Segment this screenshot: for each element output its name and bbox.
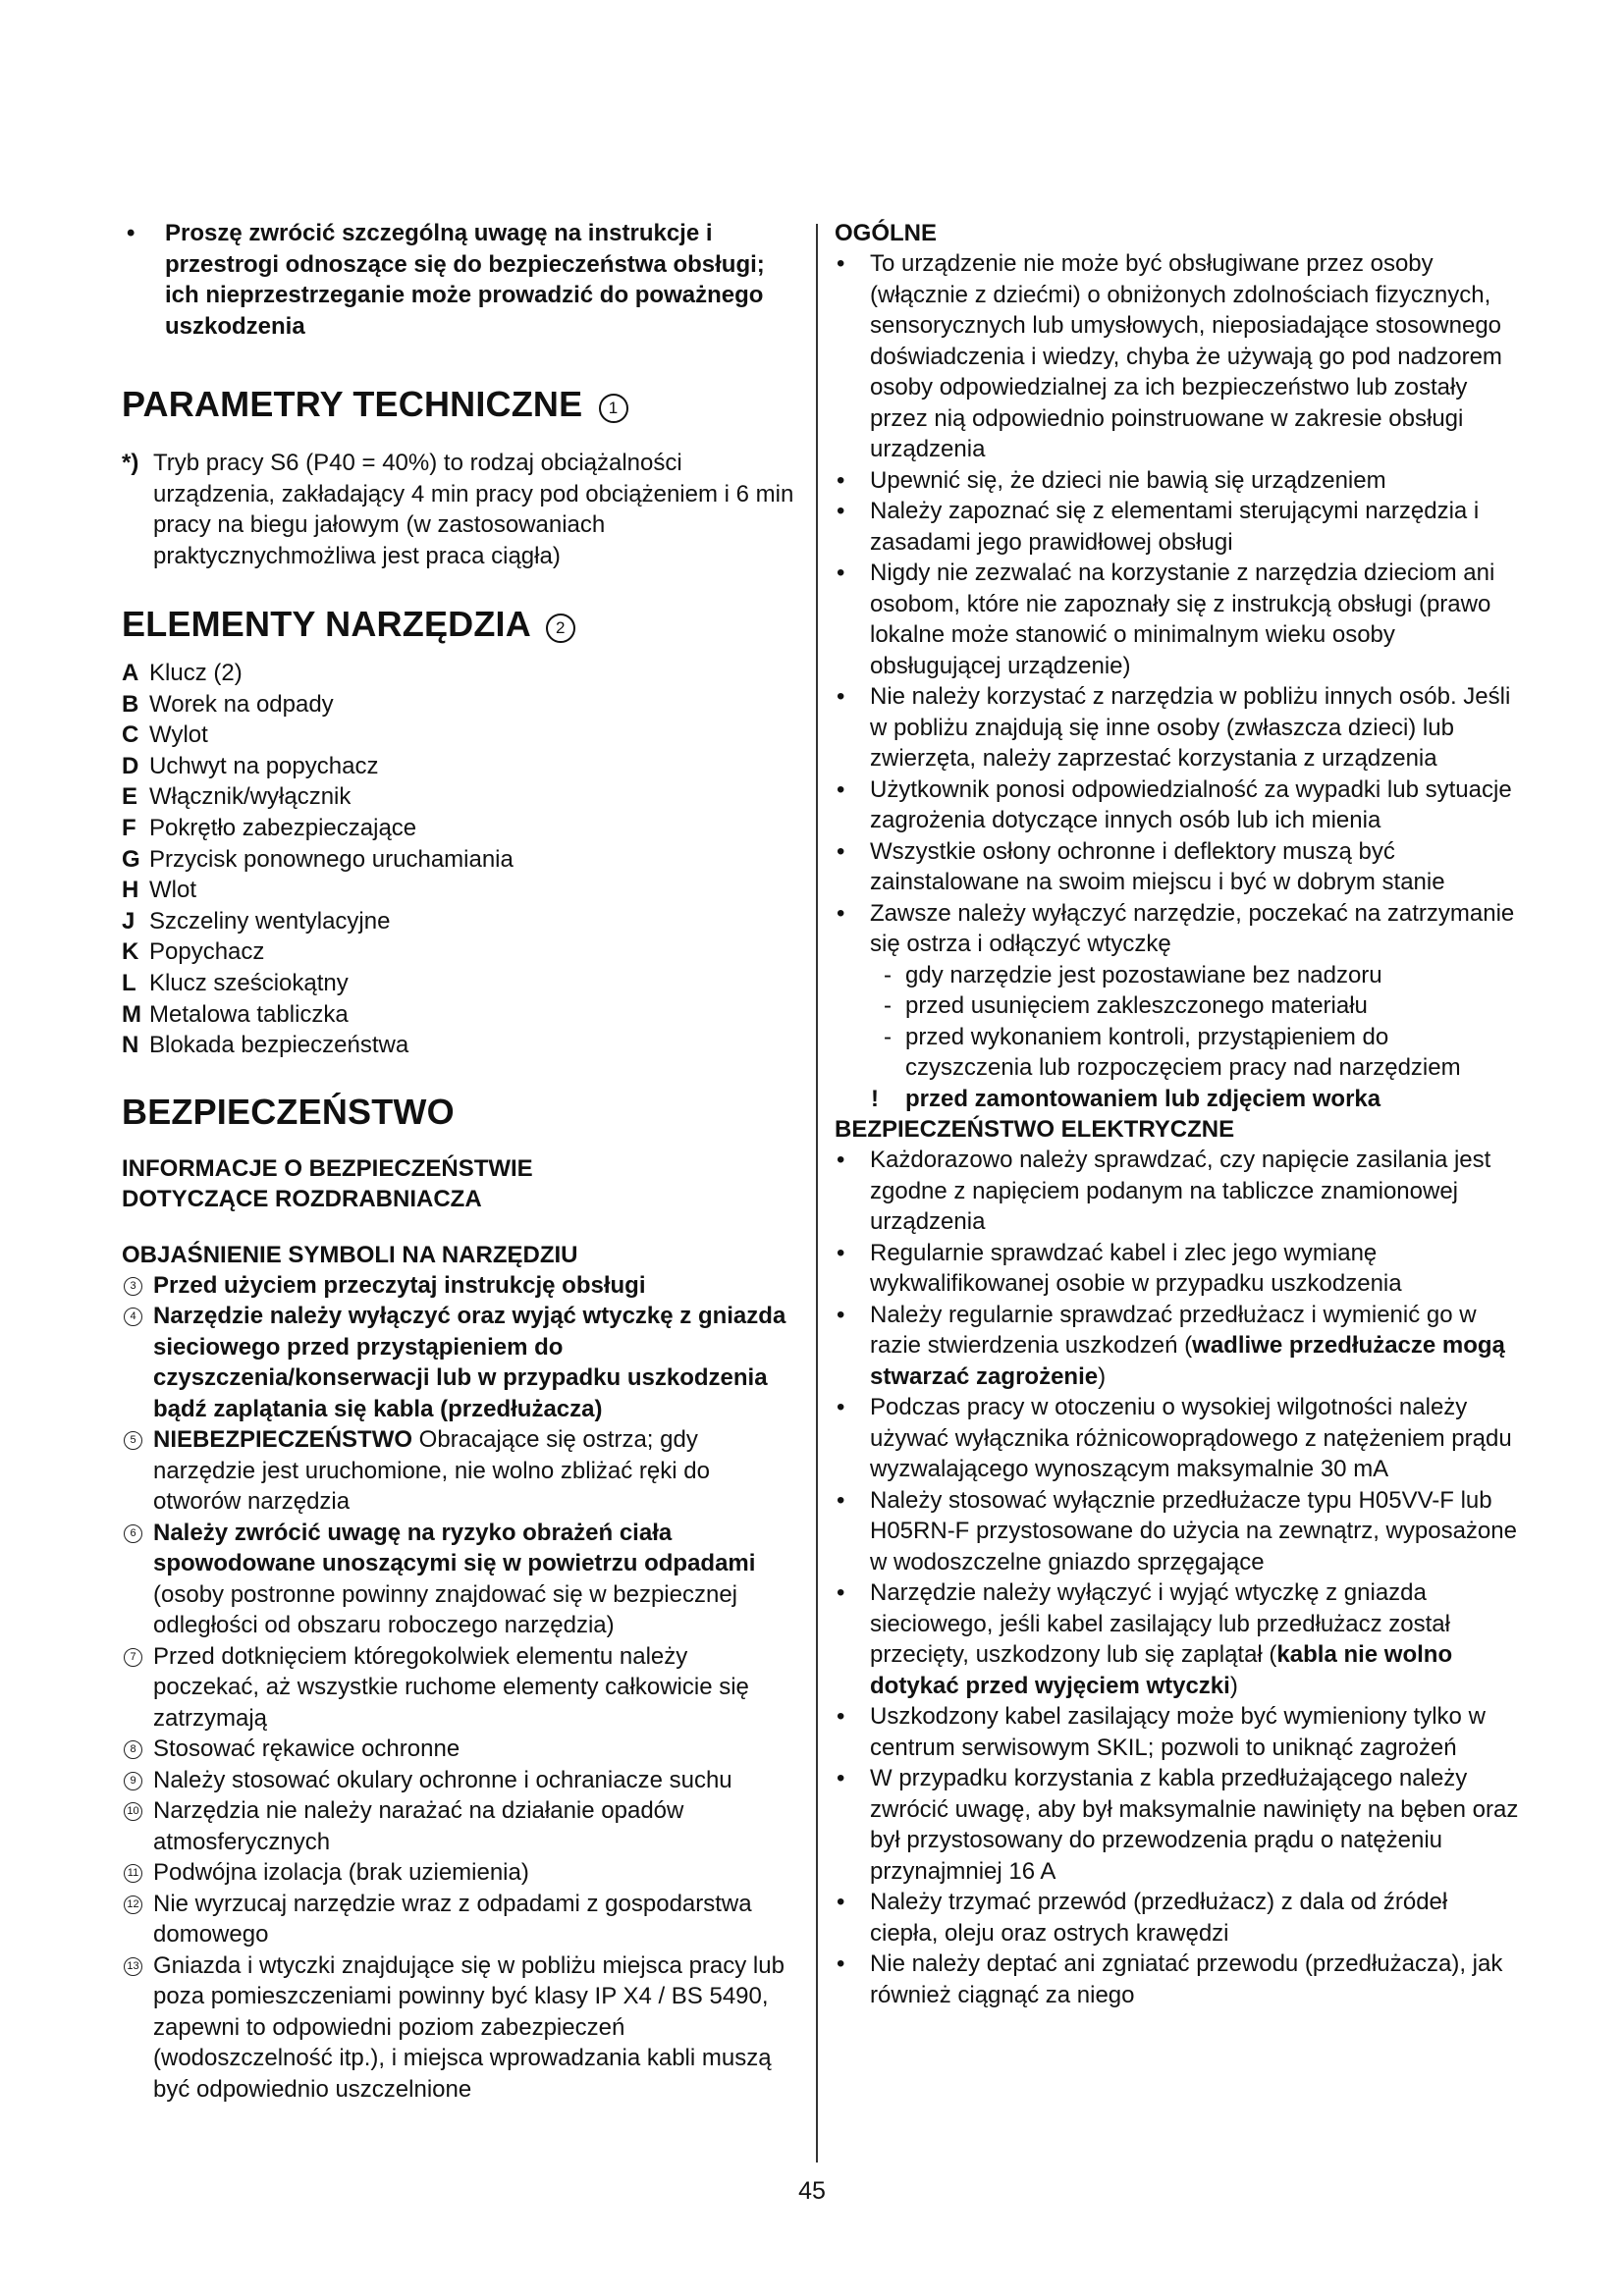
symbol-number-icon: 6 bbox=[124, 1524, 142, 1543]
list-item: • Każdorazowo należy sprawdzać, czy napięcie zasilania jest zgodne z napięciem podanym na tabliczce znamionowej urządzenia bbox=[837, 1147, 1491, 1235]
list-subitem-warning: ! przed zamontowaniem lub zdjęciem worka bbox=[835, 1084, 1522, 1115]
list-item: B Worek na odpady bbox=[122, 690, 334, 718]
list-item: 7 Przed dotknięciem któregokolwiek elementu należy poczekać, aż wszystkie ruchome elementy całkowicie się zatrzymają bbox=[122, 1641, 799, 1735]
symbol-number-icon: 10 bbox=[124, 1802, 142, 1821]
list-item: • Regularnie sprawdzać kabel i zlec jego wymianę wykwalifikowanej osobie w przypadku uszkodzenia bbox=[837, 1239, 1402, 1297]
list-item: 10 Narzędzia nie należy narażać na działanie opadów atmosferycznych bbox=[122, 1795, 799, 1857]
list-item: 6 Należy zwrócić uwagę na ryzyko obrażeń ciała spowodowane unoszącymi się w powietrzu odpadami (osoby postronne powinny znajdować się w bezpiecznej odległości od obszaru roboczego narzędzia) bbox=[122, 1518, 799, 1641]
symbol-number-icon: 9 bbox=[124, 1772, 142, 1790]
list-item: A Klucz (2) bbox=[122, 660, 243, 686]
symbol-number-icon: 4 bbox=[124, 1308, 142, 1326]
list-item: 8 Stosować rękawice ochronne bbox=[122, 1734, 799, 1765]
list-item: • To urządzenie nie może być obsługiwane przez osoby (włącznie z dziećmi) o obniżonych zdolnościach fizycznych, sensorycznych lub umysłowych, nieposiadające stosownego doświadczenia i wiedzy, chyba że używają go pod nadzorem osoby odpowiedzialnej za ich bezpieczeństwo lub zostały przez nią odpowiednio poinstruowane w zakresie obsługi urządzenia bbox=[837, 250, 1502, 462]
list-item: F Pokrętło zabezpieczające bbox=[122, 814, 417, 841]
general-list bbox=[835, 248, 1522, 1114]
list-subitem: - gdy narzędzie jest pozostawiane bez nadzoru bbox=[884, 961, 1382, 988]
list-item: 4 Narzędzie należy wyłączyć oraz wyjąć wtyczkę z gniazda sieciowego przed przystąpieniem do czyszczenia/konserwacji lub w przypadku uszkodzenia bądź zaplątania się kabla (przedłużacza) bbox=[122, 1301, 799, 1424]
general-heading: OGÓLNE bbox=[835, 220, 938, 246]
list-item: • Należy stosować wyłącznie przedłużacze typu H05VV-F lub H05RN-F przystosowane do użycia na zewnątrz, wyposażone w wodoszczelne gniazdo sprzęgające bbox=[837, 1486, 1517, 1575]
list-item: • Nie należy korzystać z narzędzia w pobliżu innych osób. Jeśli w pobliżu znajdują się inne osoby (zwłaszcza dzieci) lub zwierzęta, należy zaprzestać korzystania z urządzenia bbox=[837, 683, 1511, 772]
page-number: 45 bbox=[798, 2177, 826, 2205]
list-item: N Blokada bezpieczeństwa bbox=[122, 1032, 409, 1059]
list-item: • Nie należy deptać ani zgniatać przewodu (przedłużacza), jak również ciągnąć za niego bbox=[837, 1950, 1503, 2008]
figure-ref-icon: 2 bbox=[546, 614, 575, 643]
symbol-number-icon: 13 bbox=[124, 1957, 142, 1976]
bullet-icon: • bbox=[127, 220, 135, 246]
list-item: 12 Nie wyrzucaj narzędzie wraz z odpadami z gospodarstwa domowego bbox=[122, 1889, 799, 1950]
list-item: H Wlot bbox=[122, 877, 196, 904]
list-item: K Popychacz bbox=[122, 938, 265, 966]
electrical-list bbox=[835, 1145, 1522, 2010]
list-item: 9 Należy stosować okulary ochronne i ochraniacze suchu bbox=[122, 1765, 799, 1796]
list-item: G Przycisk ponownego uruchamiania bbox=[122, 845, 514, 873]
list-item: L Klucz sześciokątny bbox=[122, 969, 349, 996]
list-item: • Należy zapoznać się z elementami sterującymi narzędzia i zasadami jego prawidłowej obsługi bbox=[837, 498, 1480, 556]
tech-note-text: Tryb pracy S6 (P40 = 40%) to rodzaj obciążalności urządzenia, zakładający 4 min pracy pod obciążeniem i 6 min pracy na biegu jałowym (w zastosowaniach praktycznychmożliwa jest praca ciągła) bbox=[153, 450, 794, 569]
intro-warning bbox=[122, 218, 799, 342]
symbol-number-icon: 12 bbox=[124, 1896, 142, 1914]
symbols-list bbox=[122, 1270, 799, 2106]
tech-note bbox=[122, 448, 799, 571]
list-item: • Narzędzie należy wyłączyć i wyjąć wtyczkę z gniazda sieciowego, jeśli kabel zasilający lub przedłużacz został przecięty, uszkodzony lub się zaplątał (kabla nie wolno dotykać przed wyjęciem wtyczki) bbox=[837, 1579, 1453, 1699]
list-item: 13 Gniazda i wtyczki znajdujące się w pobliżu miejsca pracy lub poza pomieszczeniami powinny być klasy IP X4 / BS 5490, zapewni to odpowiedni poziom zabezpieczeń (wodoszczelność itp.), i miejsca wprowadzania kabli muszą być odpowiednio uszczelnione bbox=[122, 1950, 799, 2106]
list-item: E Włącznik/wyłącznik bbox=[122, 783, 352, 811]
list-item: • Należy trzymać przewód (przedłużacz) z dala od źródeł ciepła, oleju oraz ostrych krawędzi bbox=[837, 1889, 1448, 1947]
list-item: • Wszystkie osłony ochronne i deflektory muszą być zainstalowane na swoim miejscu i być w dobrym stanie bbox=[837, 837, 1445, 895]
list-item: J Szczeliny wentylacyjne bbox=[122, 907, 391, 934]
list-item: • Upewnić się, że dzieci nie bawią się urządzeniem bbox=[837, 466, 1386, 494]
elements-title: ELEMENTY NARZĘDZIA 2 bbox=[122, 603, 799, 646]
symbol-number-icon: 11 bbox=[124, 1864, 142, 1883]
list-item: D Uchwyt na popychacz bbox=[122, 752, 379, 779]
list-item: • Należy regularnie sprawdzać przedłużacz i wymienić go w razie stwierdzenia uszkodzeń (wadliwe przedłużacze mogą stwarzać zagrożenie) bbox=[837, 1301, 1505, 1390]
list-item: • Uszkodzony kabel zasilający może być wymieniony tylko w centrum serwisowym SKIL; pozwoli to uniknąć zagrożeń bbox=[837, 1703, 1486, 1761]
list-item: • W przypadku korzystania z kabla przedłużającego należy zwrócić uwagę, aby był maksymalnie nawinięty na bęben oraz był przystosowany do przewodzenia prądu o natężeniu przynajmniej 16 A bbox=[837, 1765, 1519, 1885]
exclamation-icon: ! bbox=[871, 1085, 879, 1112]
list-item: 11 Podwójna izolacja (brak uziemienia) bbox=[122, 1857, 799, 1889]
safety-title: BEZPIECZEŃSTWO bbox=[122, 1091, 455, 1132]
right-column bbox=[835, 218, 1522, 2010]
symbols-heading: OBJAŚNIENIE SYMBOLI NA NARZĘDZIU bbox=[122, 1241, 578, 1268]
list-item: • Użytkownik ponosi odpowiedzialność za wypadki lub sytuacje zagrożenia dotyczące innych osób lub ich mienia bbox=[837, 775, 1512, 833]
list-item: M Metalowa tabliczka bbox=[122, 1000, 349, 1028]
asterisk-icon: *) bbox=[122, 450, 139, 476]
figure-ref-icon: 1 bbox=[599, 394, 628, 423]
symbol-number-icon: 7 bbox=[124, 1648, 142, 1667]
list-item: • Zawsze należy wyłączyć narzędzie, poczekać na zatrzymanie się ostrza i odłączyć wtyczkę bbox=[837, 899, 1515, 957]
info-heading: INFORMACJE O BEZPIECZEŃSTWIE DOTYCZĄCE ROZDRABNIACZA bbox=[122, 1154, 533, 1212]
electrical-heading: BEZPIECZEŃSTWO ELEKTRYCZNE bbox=[835, 1116, 1235, 1143]
symbol-number-icon: 5 bbox=[124, 1431, 142, 1450]
list-item: 5 NIEBEZPIECZEŃSTWO Obracające się ostrza; gdy narzędzie jest uruchomione, nie wolno zbliżać ręki do otworów narzędzia bbox=[122, 1424, 799, 1518]
intro-warning-text: Proszę zwrócić szczególną uwagę na instrukcje i przestrogi odnoszące się do bezpieczeństwa obsługi; ich nieprzestrzeganie może prowadzić do poważnego uszkodzenia bbox=[165, 220, 765, 340]
list-subitem: - przed usunięciem zakleszczonego materiału bbox=[884, 992, 1368, 1019]
list-item: 3 Przed użyciem przeczytaj instrukcję obsługi bbox=[122, 1270, 799, 1302]
list-subitem: - przed wykonaniem kontroli, przystąpieniem do czyszczenia lub rozpoczęciem pracy nad narzędziem bbox=[884, 1023, 1461, 1081]
parts-list bbox=[122, 658, 799, 1061]
list-item: C Wylot bbox=[122, 721, 208, 749]
symbol-number-icon: 3 bbox=[124, 1277, 142, 1296]
list-item: • Nigdy nie zezwalać na korzystanie z narzędzia dzieciom ani osobom, które nie zapoznały się z instrukcją obsługi (prawo lokalne może stanowić o minimalnym wieku osoby obsługującej urządzenie) bbox=[837, 560, 1495, 679]
symbol-number-icon: 8 bbox=[124, 1740, 142, 1759]
column-divider bbox=[816, 224, 818, 2163]
tech-title: PARAMETRY TECHNICZNE 1 bbox=[122, 383, 799, 426]
left-column bbox=[122, 218, 799, 2105]
list-item: • Podczas pracy w otoczeniu o wysokiej wilgotności należy używać wyłącznika różnicowoprądowego z natężeniem prądu wyzwalającego wynoszącym maksymalnie 30 mA bbox=[837, 1394, 1512, 1482]
